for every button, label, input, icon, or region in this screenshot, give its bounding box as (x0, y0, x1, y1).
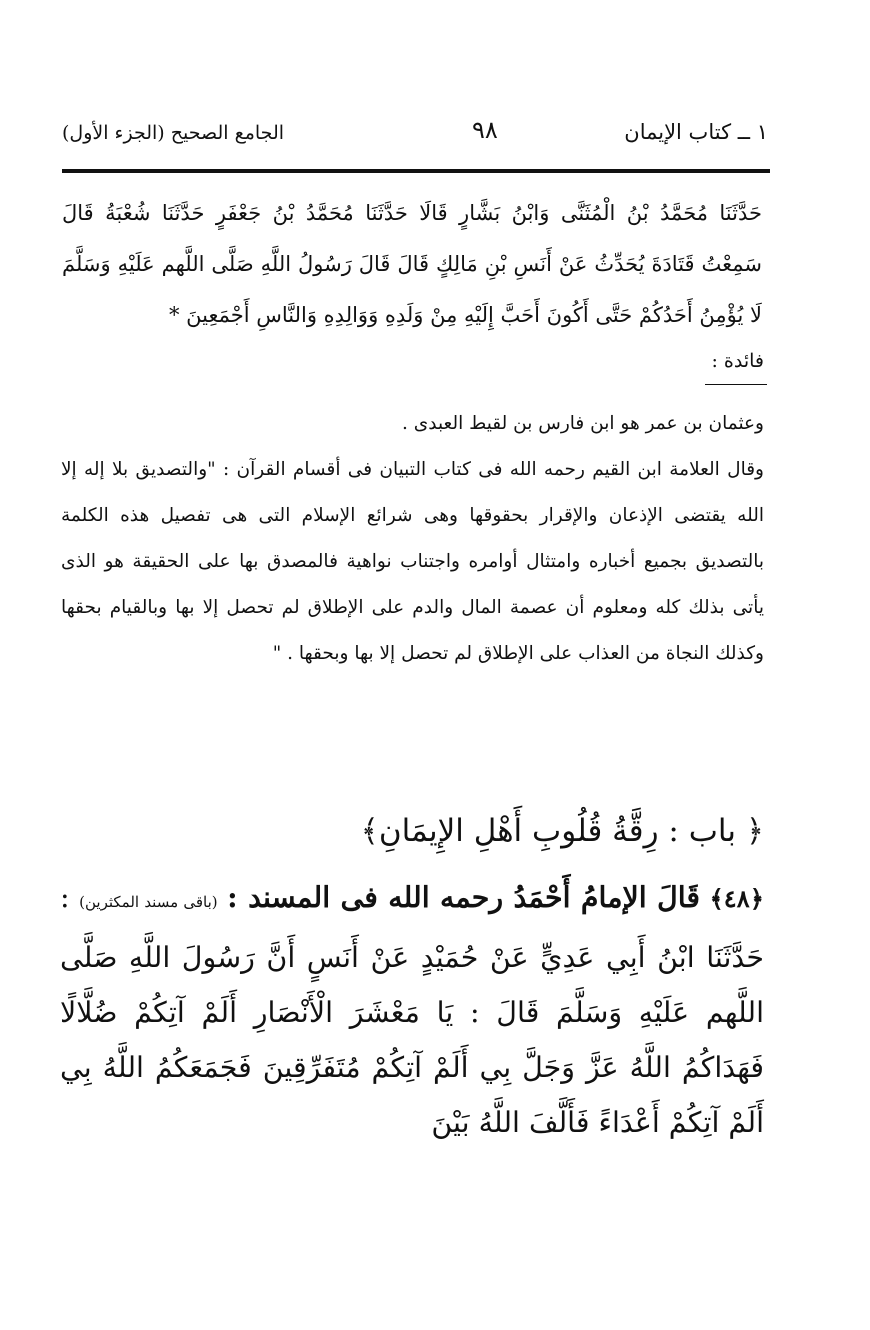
hadith-lead: قَالَ الإمامُ أَحْمَدُ رحمه الله فى المسند : (227, 880, 701, 914)
hadith-number: ﴿٤٨﴾ (709, 884, 765, 913)
hadith-body: : حَدَّثَنَا ابْنُ أَبِي عَدِيٍّ عَنْ حُمَيْدٍ عَنْ أَنَسٍ أَنَّ رَسُولَ اللَّهِ صَلَّى اللَّهم عَلَيْهِ وَسَلَّمَ قَالَ : يَا مَعْشَرَ الْأَنْصَارِ أَلَمْ آتِكُمْ ضُلَّالًا فَهَدَاكُمُ اللَّهُ عَزَّ وَجَلَّ بِي أَلَمْ آتِكُمْ مُتَفَرِّقِينَ فَجَمَعَكُمُ اللَّهُ بِي أَلَمْ آتِكُمْ أَعْدَاءً فَأَلَّفَ اللَّهُ بَيْنَ (60, 881, 764, 1139)
page-number: ٩٨ (472, 116, 498, 144)
hadith-text-block (62, 188, 762, 341)
hadith-text: حَدَّثَنَا مُحَمَّدُ بْنُ الْمُثَنَّى وَابْنُ بَشَّارٍ قَالَا حَدَّثَنَا مُحَمَّدُ بْنُ جَعْفَرٍ حَدَّثَنَا شُعْبَةُ قَالَ سَمِعْتُ قَتَادَةَ يُحَدِّثُ عَنْ أَنَسِ بْنِ مَالِكٍ قَالَ قَالَ رَسُولُ اللَّهِ صَلَّى اللَّهم عَلَيْهِ وَسَلَّمَ لَا يُؤْمِنُ أَحَدُكُمْ حَتَّى أَكُونَ أَحَبَّ إِلَيْهِ مِنْ وَلَدِهِ وَوَالِدِهِ وَالنَّاسِ أَجْمَعِينَ * (62, 201, 762, 327)
book-title: الجامع الصحيح (الجزء الأول) (62, 122, 285, 144)
main-hadith-block (60, 870, 764, 1150)
note-label: فائدة : (711, 350, 764, 372)
note-paragraph: وقال العلامة ابن القيم رحمه الله فى كتاب التبيان فى أقسام القرآن : "والتصديق بلا إله إلا الله يقتضى الإذعان والإقرار بحقوقها وهى شرائع الإسلام التى هى تفصيل هذه الكلمة بالتصديق بجميع أخباره وامتثال أوامره واجتناب نواهية فالمصدق بها على الحقيقة هو الذى يأتى بذلك كله ومعلوم أن عصمة المال والدم على الإطلاق لم تحصل إلا بها وبالقيام بحقها وكذلك النجاة من العذاب على الإطلاق لم تحصل إلا بها وبحقها . " (61, 459, 764, 664)
note-underline (705, 384, 767, 385)
header-divider (62, 169, 770, 173)
note-text-block (61, 401, 764, 677)
hadith-source: (باقى مسند المكثرين) (79, 893, 218, 911)
note-line: وعثمان بن عمر هو ابن فارس بن لقيط العبدى . (402, 413, 764, 434)
chapter-title: ﴿ باب : رِقَّةُ قُلُوبِ أَهْلِ الإِيمَانِ﴾ (360, 813, 764, 849)
chapter-header: ١ ــ كتاب الإيمان (624, 120, 768, 144)
page-header (62, 112, 768, 156)
